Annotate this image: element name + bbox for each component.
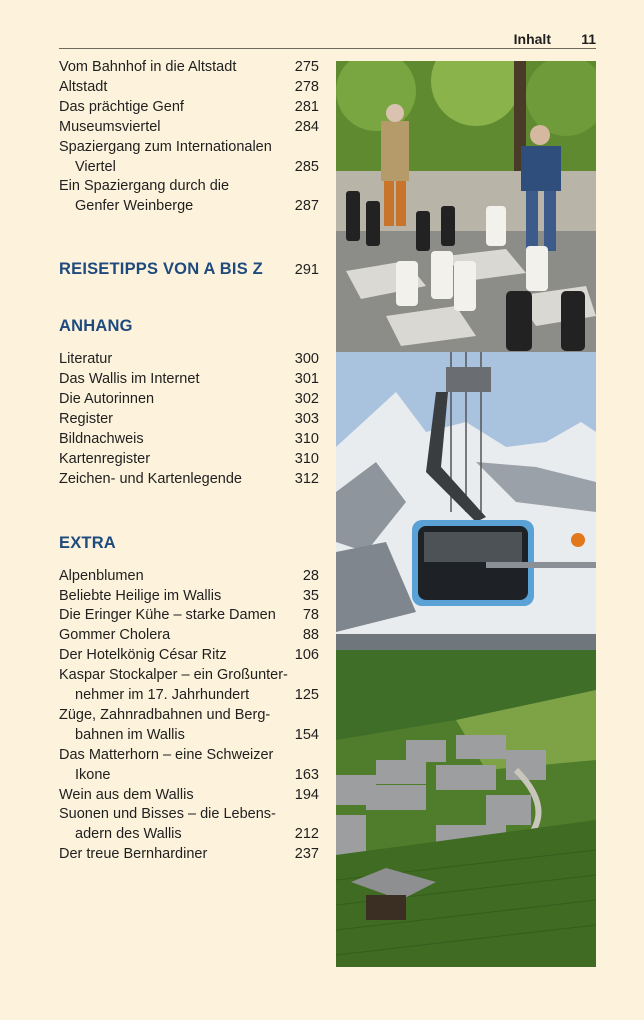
photo-giant-chess <box>336 61 596 352</box>
genf-section <box>59 58 319 217</box>
toc-entry[interactable]: Altstadt 278 <box>59 78 319 95</box>
toc-entry[interactable]: Der Hotelkönig César Ritz 106 <box>59 647 319 664</box>
chess-park-illustration <box>336 61 596 352</box>
vineyard-village-illustration <box>336 650 596 967</box>
toc-entry[interactable]: Der treue Bernhardiner 237 <box>59 846 319 863</box>
toc-entry[interactable]: Literatur 300 <box>59 351 319 368</box>
photo-cable-car <box>336 352 596 650</box>
toc-entry-continuation[interactable]: adern des Wallis 212 <box>75 826 319 843</box>
anhang-section <box>59 317 319 489</box>
toc-entry-continuation[interactable]: bahnen im Wallis 154 <box>75 726 319 743</box>
toc-entry[interactable]: Ein Spaziergang durch die <box>59 178 230 195</box>
toc-entry[interactable]: Das Wallis im Internet 301 <box>59 371 319 388</box>
toc-entry[interactable]: Züge, Zahnradbahnen und Berg- <box>59 706 271 723</box>
toc-entry-continuation[interactable]: nehmer im 17. Jahrhundert 125 <box>75 687 319 704</box>
toc-entry[interactable]: Zeichen- und Kartenlegende 312 <box>59 470 319 487</box>
section-heading-extra: EXTRA <box>59 533 116 552</box>
toc-entry[interactable]: Bildnachweis 310 <box>59 430 319 447</box>
photo-vineyard-village <box>336 650 596 967</box>
toc-entry[interactable]: Kartenregister 310 <box>59 450 319 467</box>
cable-car-illustration <box>336 352 596 650</box>
toc-entry[interactable]: Die Autorinnen 302 <box>59 391 319 408</box>
toc-entry[interactable]: Das Matterhorn – eine Schweizer <box>59 746 274 763</box>
toc-entry[interactable]: Register 303 <box>59 410 319 427</box>
reisetipps-heading-row[interactable] <box>59 260 319 279</box>
toc-entry[interactable]: Die Eringer Kühe – starke Damen 78 <box>59 607 319 624</box>
toc-entry[interactable]: Wein aus dem Wallis 194 <box>59 786 319 803</box>
toc-entry[interactable]: Museumsviertel 284 <box>59 118 319 135</box>
extra-section <box>59 534 319 866</box>
running-header <box>59 29 596 49</box>
toc-entry[interactable]: Suonen und Bisses – die Lebens- <box>59 806 276 823</box>
toc-entry[interactable]: Kaspar Stockalper – ein Großunter- <box>59 667 288 684</box>
toc-entry[interactable]: Alpenblumen 28 <box>59 567 319 584</box>
toc-entry[interactable]: Beliebte Heilige im Wallis 35 <box>59 587 319 604</box>
header-title: Inhalt <box>513 31 551 47</box>
toc-entry[interactable]: Das prächtige Genf 281 <box>59 98 319 115</box>
toc-entry-continuation[interactable]: Ikone 163 <box>75 766 319 783</box>
toc-entry-continuation[interactable]: Genfer Weinberge 287 <box>75 198 319 215</box>
table-of-contents <box>59 58 319 865</box>
page-number: 11 <box>581 31 596 47</box>
section-heading-reisetipps: REISETIPPS VON A BIS Z <box>59 260 263 279</box>
section-page: 291 <box>294 262 319 279</box>
toc-entry[interactable]: Vom Bahnhof in die Altstadt 275 <box>59 59 319 75</box>
section-heading-anhang: ANHANG <box>59 317 133 336</box>
toc-entry[interactable]: Gommer Cholera 88 <box>59 627 319 644</box>
toc-entry[interactable]: Spaziergang zum Internationalen <box>59 138 272 155</box>
toc-entry-continuation[interactable]: Viertel 285 <box>75 158 319 175</box>
